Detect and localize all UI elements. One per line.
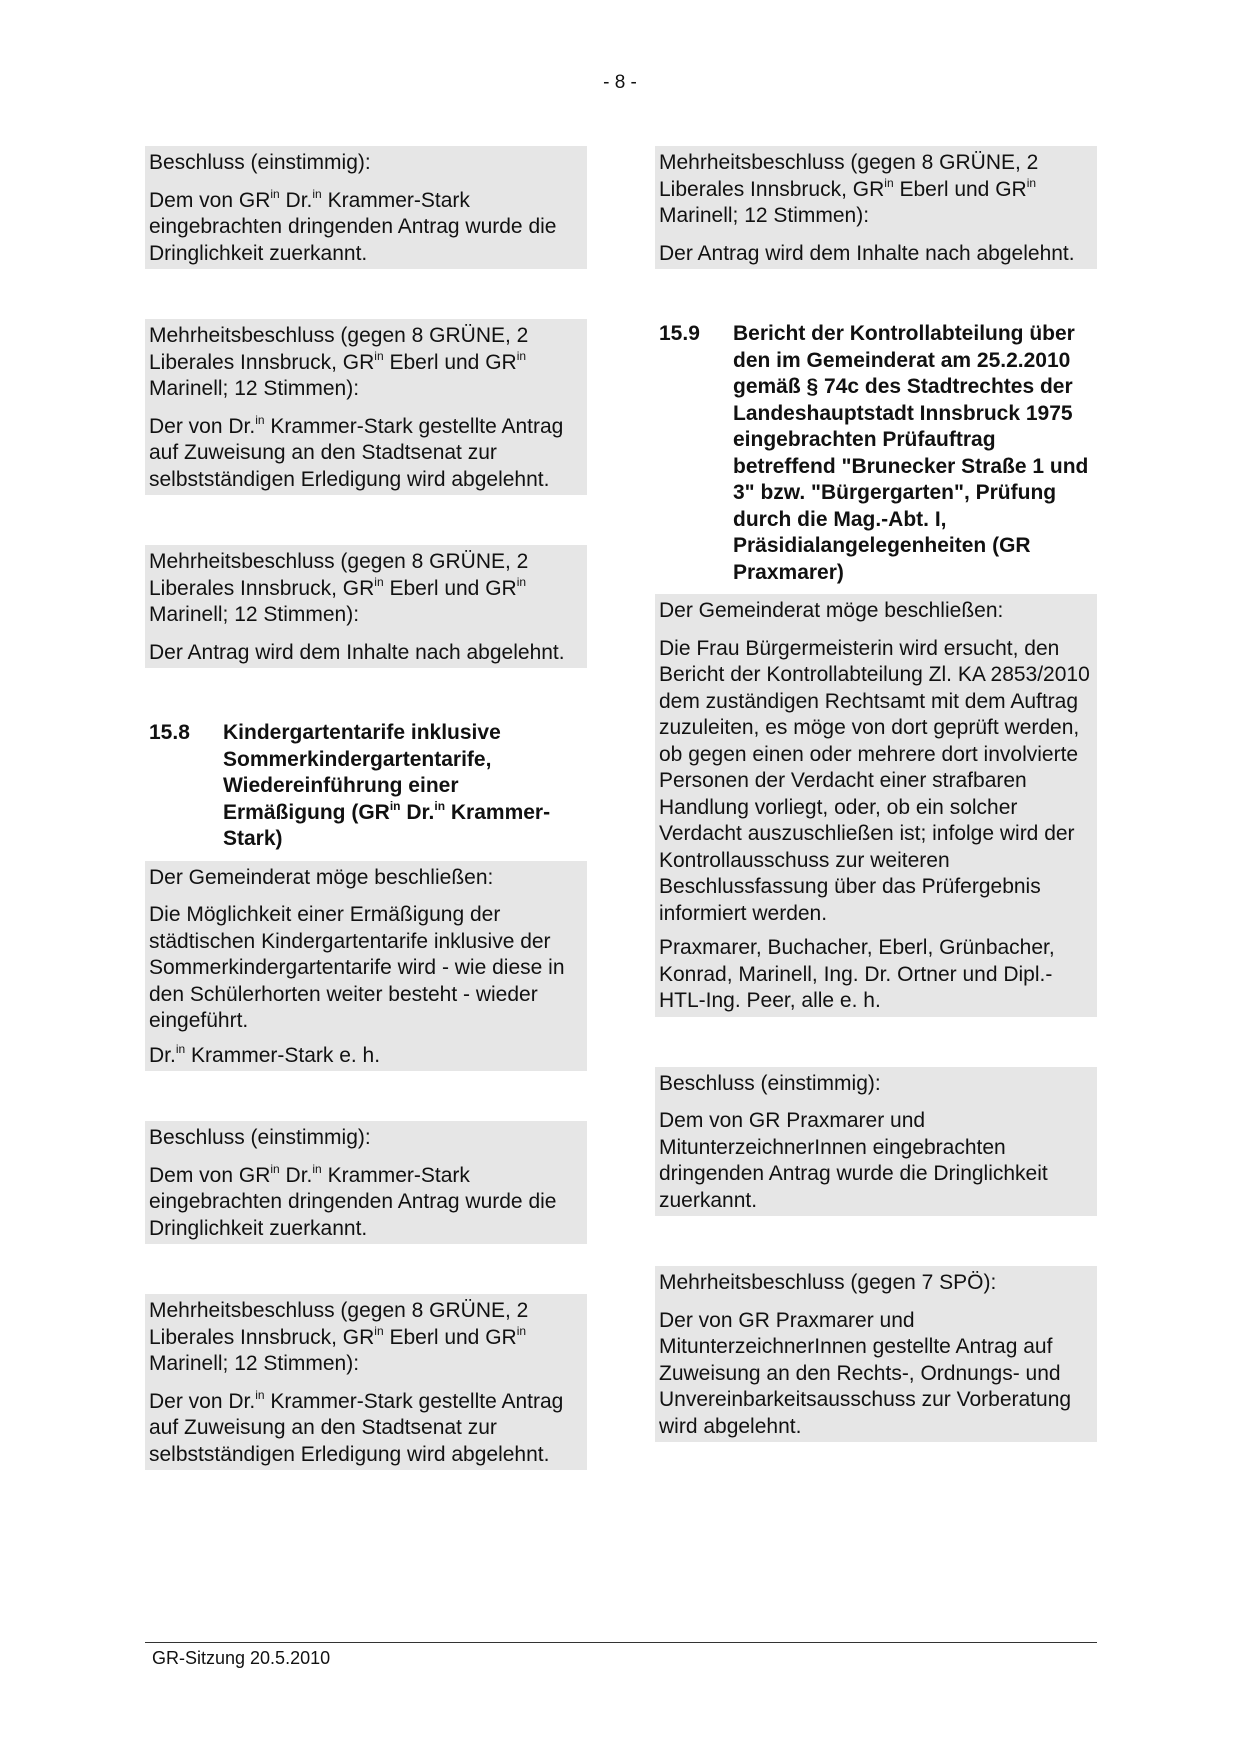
- right-column: [655, 146, 1097, 1492]
- resolution-box: [655, 1067, 1097, 1217]
- resolution-text: Der von Dr.$^{in}$ Krammer-Stark gestellte Antrag auf Zuweisung an den Stadtsenat zur selbstständigen Erledigung wird abgelehnt.: [149, 412, 564, 491]
- motion-title: Der Gemeinderat möge beschließen:: [149, 865, 494, 889]
- resolution-box: [145, 319, 587, 495]
- motion-title: Der Gemeinderat möge beschließen:: [659, 599, 1004, 622]
- resolution-text: Der Antrag wird dem Inhalte nach abgelehnt.: [149, 640, 565, 664]
- footer-text: GR-Sitzung 20.5.2010: [152, 1648, 331, 1668]
- agenda-heading-15-9: [655, 321, 1097, 586]
- resolution-box: [655, 146, 1097, 269]
- resolution-text: Der Antrag wird dem Inhalte nach abgelehnt.: [659, 241, 1075, 265]
- resolution-box: [145, 146, 587, 269]
- agenda-heading-15-8: [145, 720, 587, 853]
- resolution-title: Mehrheitsbeschluss (gegen 8 GRÜNE, 2 Liberales Innsbruck, $GR^{in}$ Eberl und $GR^{in}$ Marinell; 12 Stimmen):: [149, 324, 529, 400]
- agenda-number: 15.9: [659, 322, 700, 345]
- resolution-box: [145, 1294, 587, 1470]
- motion-signature: Dr.$^{in}$ Krammer-Stark e. h.: [149, 1041, 381, 1067]
- resolution-title: Mehrheitsbeschluss (gegen 8 GRÜNE, 2 Liberales Innsbruck, $GR^{in}$ Eberl und $GR^{in}$ Marinell; 12 Stimmen):: [149, 550, 529, 626]
- resolution-text: Der von Dr.$^{in}$ Krammer-Stark gestellte Antrag auf Zuweisung an den Stadtsenat zur selbstständigen Erledigung wird abgelehnt.: [149, 1387, 564, 1466]
- motion-text: Die Möglichkeit einer Ermäßigung der städtischen Kindergartentarife inklusive der Sommerkindergartentarife wird - wie diese in den Schülerhorten weiter besteht - wieder eingeführt.: [149, 903, 565, 1032]
- resolution-title: Beschluss (einstimmig):: [149, 1126, 371, 1149]
- resolution-title: Mehrheitsbeschluss (gegen 8 GRÜNE, 2 Liberales Innsbruck, $GR^{in}$ Eberl und $GR^{in}$ Marinell; 12 Stimmen):: [149, 1299, 529, 1375]
- resolution-box: [145, 1121, 587, 1244]
- resolution-text: Der von GR Praxmarer und MitunterzeichnerInnen gestellte Antrag auf Zuweisung an den Rechts-, Ordnungs- und Unvereinbarkeitsausschuss zur Vorberatung wird abgelehnt.: [659, 1308, 1072, 1438]
- resolution-box: [655, 1266, 1097, 1442]
- resolution-title: Beschluss (einstimmig):: [149, 151, 371, 174]
- resolution-text: Dem von GR Praxmarer und MitunterzeichnerInnen eingebrachten dringenden Antrag wurde die Dringlichkeit zuerkannt.: [659, 1109, 1048, 1212]
- motion-box: [145, 861, 587, 1072]
- agenda-title: Bericht der Kontrollabteilung über den im Gemeinderat am 25.2.2010 gemäß § 74c des Stadtrechtes der Landeshauptstadt Innsbruck 1975 eingebrachten Prüfauftrag betreffend "Brunecker Straße 1 und 3" bzw. "Bürgergarten", Prüfung durch die Mag.-Abt. I, Präsidialangelegenheiten (GR Praxmarer): [733, 322, 1089, 584]
- left-column: [145, 146, 587, 1520]
- motion-text: Die Frau Bürgermeisterin wird ersucht, den Bericht der Kontrollabteilung Zl. KA 2853/2010 dem zuständigen Rechtsamt mit dem Auftrag zuzuleiten, es möge von dort geprüft werden, ob gegen einen oder mehrere dort involvierte Personen der Verdacht einer strafbaren Handlung vorliegt, oder, ob ein solcher Verdacht auszuschließen ist; infolge wird der Kontrollausschuss zur weiteren Beschlussfassung über das Prüfergebnis informiert werden.: [659, 636, 1090, 925]
- resolution-box: [145, 545, 587, 668]
- agenda-title: Kindergartentarife inklusive Sommerkindergartentarife, Wiedereinführung einer Ermäßigung ($GR^{in}$ Dr.$^{in}$ Krammer-Stark): [223, 721, 551, 850]
- motion-box: [655, 594, 1097, 1017]
- resolution-text: Dem von $GR^{in}$ Dr.$^{in}$ Krammer-Stark eingebrachten dringenden Antrag wurde die Dringlichkeit zuerkannt.: [149, 186, 557, 265]
- agenda-number: 15.8: [149, 721, 190, 744]
- resolution-title: Mehrheitsbeschluss (gegen 8 GRÜNE, 2 Liberales Innsbruck, $GR^{in}$ Eberl und $GR^{in}$ Marinell; 12 Stimmen):: [659, 151, 1039, 227]
- resolution-title: Mehrheitsbeschluss (gegen 7 SPÖ):: [659, 1271, 997, 1294]
- footer-divider: [145, 1642, 1097, 1643]
- resolution-title: Beschluss (einstimmig):: [659, 1071, 881, 1095]
- page-number: - 8 -: [603, 72, 637, 93]
- motion-signers: Praxmarer, Buchacher, Eberl, Grünbacher, Konrad, Marinell, Ing. Dr. Ortner und Dipl.-HTL-Ing. Peer, alle e. h.: [659, 936, 1055, 1012]
- resolution-text: Dem von $GR^{in}$ Dr.$^{in}$ Krammer-Stark eingebrachten dringenden Antrag wurde die Dringlichkeit zuerkannt.: [149, 1161, 557, 1240]
